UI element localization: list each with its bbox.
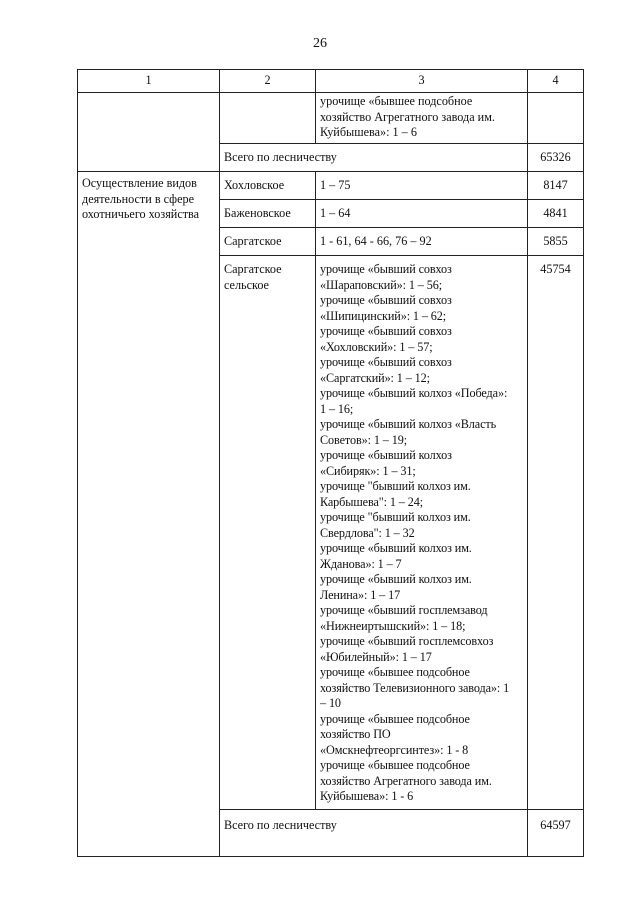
area-value: 4841 (528, 200, 584, 228)
tract-line: «Шараповский»: 1 – 56; (320, 277, 442, 292)
tract-line: урочище «бывший совхоз (320, 262, 452, 276)
empty-cell (78, 93, 220, 172)
table-row (78, 172, 584, 200)
tract-line: Карбышева": 1 – 24; (320, 494, 424, 509)
tract-line: урочище «бывший совхоз (320, 355, 452, 369)
tract-line: урочище «бывший колхоз им. (320, 541, 472, 555)
page-number: 26 (313, 36, 327, 51)
total-label: Всего по лесничеству (220, 809, 528, 856)
tract-line: урочище «бывший колхоз «Власть (320, 417, 497, 431)
tract-line: урочище «бывший совхоз (320, 293, 452, 307)
tract-line: «Омскнефтеоргсинтез»: 1 - 8 (320, 742, 469, 757)
activity-cell: Осуществление видов деятельности в сфере охотничьего хозяйства (78, 172, 220, 857)
header-col-4: 4 (528, 70, 584, 93)
tract-line: «Сибиряк»: 1 – 31; (320, 463, 416, 478)
area-value: 45754 (528, 256, 584, 810)
tract-line: хозяйство Агрегатного завода им. (320, 773, 492, 788)
tract-line: урочище «бывшее подсобное (320, 711, 470, 726)
tract-line: урочище "бывший колхоз им. (320, 479, 471, 493)
tract-line: урочище «бывший колхоз им. (320, 572, 472, 586)
tract-line: «Саргатский»: 1 – 12; (320, 370, 430, 385)
block-range: 1 – 64 (316, 200, 528, 228)
header-col-1: 1 (78, 70, 220, 93)
tract-line: урочище «бывшее подсобное (320, 665, 470, 679)
tract-line: урочище «бывшее подсобное (320, 758, 470, 772)
tract-line: Ленина»: 1 – 17 (320, 587, 401, 602)
tract-line: урочище «бывший госплемзавод (320, 603, 488, 617)
block-range: 1 - 61, 64 - 66, 76 – 92 (316, 228, 528, 256)
tract-line: Советов»: 1 – 19; (320, 432, 408, 447)
area-value: 5855 (528, 228, 584, 256)
tract-line: урочище «бывший совхоз (320, 324, 452, 338)
empty-cell (220, 93, 316, 144)
header-row (78, 70, 584, 93)
forestry-name: Саргатское сельское (220, 256, 316, 810)
tract-line: хозяйство ПО (320, 727, 391, 741)
tract-list-cell: урочище «бывшее подсобное хозяйство Агрегатного завода им. Куйбышева»: 1 – 6 (316, 93, 528, 144)
area-value: 8147 (528, 172, 584, 200)
tract-line: «Хохловский»: 1 – 57; (320, 339, 433, 354)
total-value: 64597 (528, 809, 584, 856)
block-range: 1 – 75 (316, 172, 528, 200)
tract-line: урочище "бывший колхоз им. (320, 510, 471, 524)
tract-line: урочище «бывший госплемсовхоз (320, 634, 494, 648)
tract-line: хозяйство Телевизионного завода»: 1 (320, 680, 510, 695)
tract-line: – 10 (320, 696, 341, 710)
forestry-name: Хохловское (220, 172, 316, 200)
forestry-name: Саргатское (220, 228, 316, 256)
total-label: Всего по лесничеству (220, 144, 528, 172)
tract-line: Куйбышева»: 1 - 6 (320, 789, 414, 803)
header-col-2: 2 (220, 70, 316, 93)
forestry-table (77, 69, 584, 857)
tract-line: Жданова»: 1 – 7 (320, 556, 402, 571)
tract-line: урочище «бывший колхоз «Победа»: (320, 386, 508, 400)
tract-line: Свердлова": 1 – 32 (320, 525, 415, 540)
empty-cell (528, 93, 584, 144)
tract-line: «Юбилейный»: 1 – 17 (320, 649, 432, 664)
tract-line: «Шипицинский»: 1 – 62; (320, 308, 447, 323)
tract-line: «Нижнеиртышский»: 1 – 18; (320, 618, 466, 633)
tract-list-cell (316, 256, 528, 810)
total-value: 65326 (528, 144, 584, 172)
table-row (78, 93, 584, 144)
tract-line: 1 – 16; (320, 401, 354, 416)
forestry-name: Баженовское (220, 200, 316, 228)
tract-line: урочище «бывший колхоз (320, 448, 452, 462)
header-col-3: 3 (316, 70, 528, 93)
